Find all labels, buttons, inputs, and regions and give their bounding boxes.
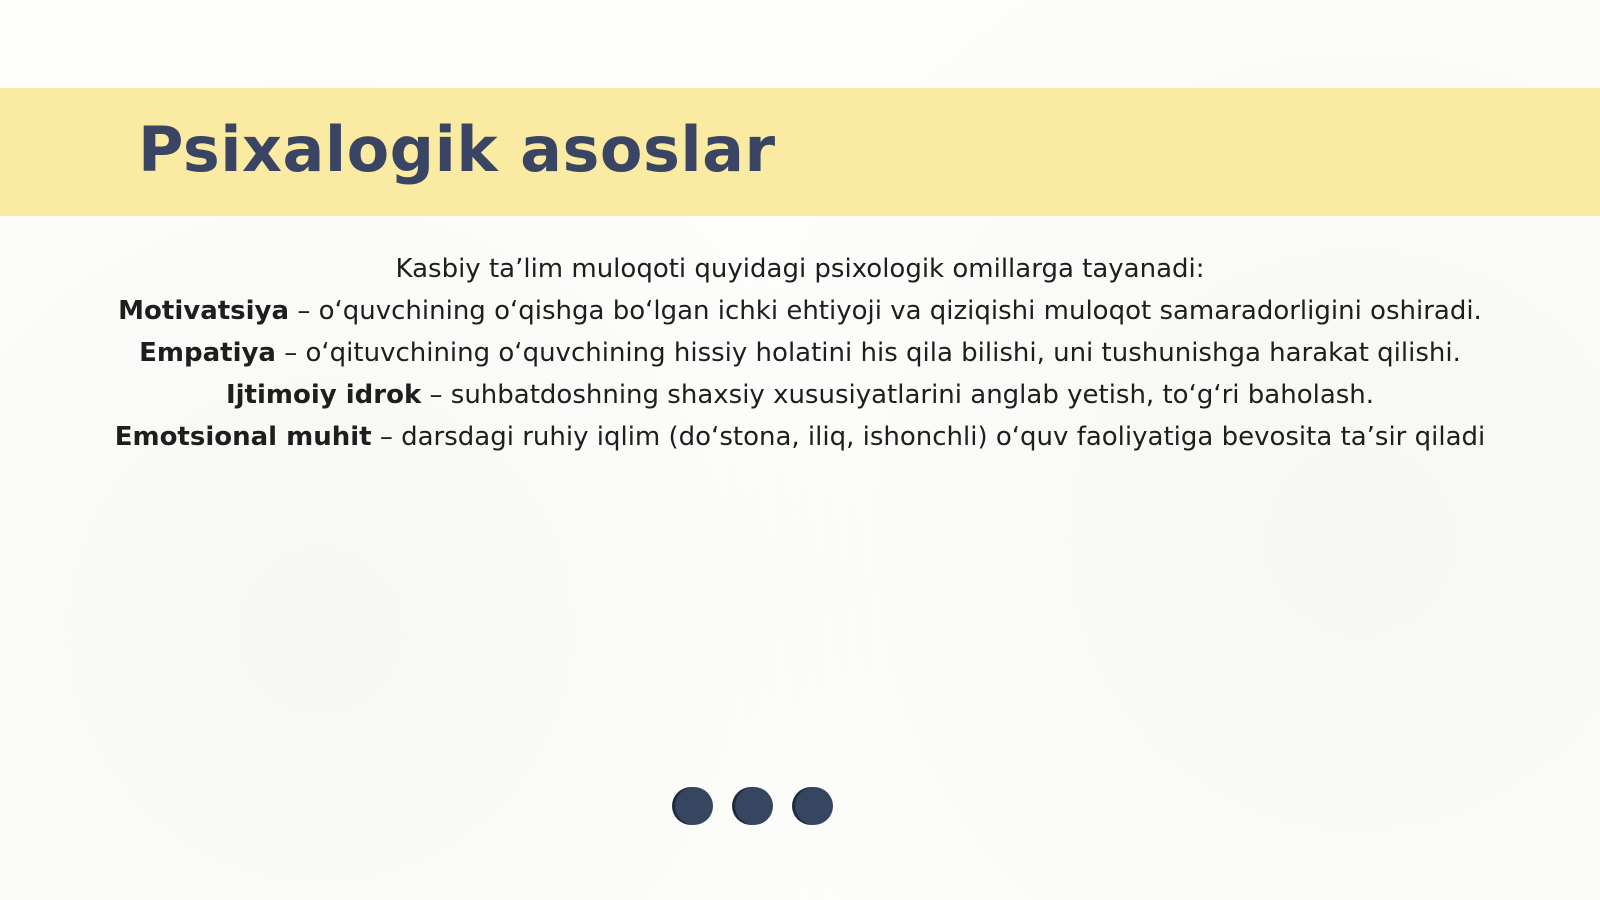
nav-dot-icon[interactable] [735,787,773,825]
item-term: Emotsional muhit [114,422,372,452]
list-item-empatiya [40,332,1560,374]
item-description: – darsdagi ruhiy iqlim (do‘stona, iliq, ishonchli) o‘quv faoliyatiga bevosita ta’sir qiladi [371,422,1486,452]
item-description: – suhbatdoshning shaxsiy xususiyatlarini anglab yetish, to‘g‘ri baholash. [421,380,1375,410]
slide-title: Psixalogik asoslar [138,113,776,186]
nav-dot-icon[interactable] [675,787,713,825]
list-item-motivatsiya [40,290,1560,332]
slide-content [40,248,1560,458]
intro-text: Kasbiy ta’lim muloqoti quyidagi psixologik omillarga tayanadi: [395,254,1205,284]
nav-dot-icon[interactable] [795,787,833,825]
item-description: – o‘qituvchining o‘quvchining hissiy holatini his qila bilishi, uni tushunishga harakat qilishi. [275,338,1461,368]
item-term: Ijtimoiy idrok [225,380,422,410]
item-description: – o‘quvchining o‘qishga bo‘lgan ichki ehtiyoji va qiziqishi muloqot samaradorligini oshiradi. [289,296,1482,326]
list-item-ijtimoiy-idrok [40,374,1560,416]
item-term: Motivatsiya [118,296,290,326]
slide-navigation [675,787,833,825]
item-term: Empatiya [139,338,276,368]
list-item-emotsional-muhit [40,416,1560,458]
